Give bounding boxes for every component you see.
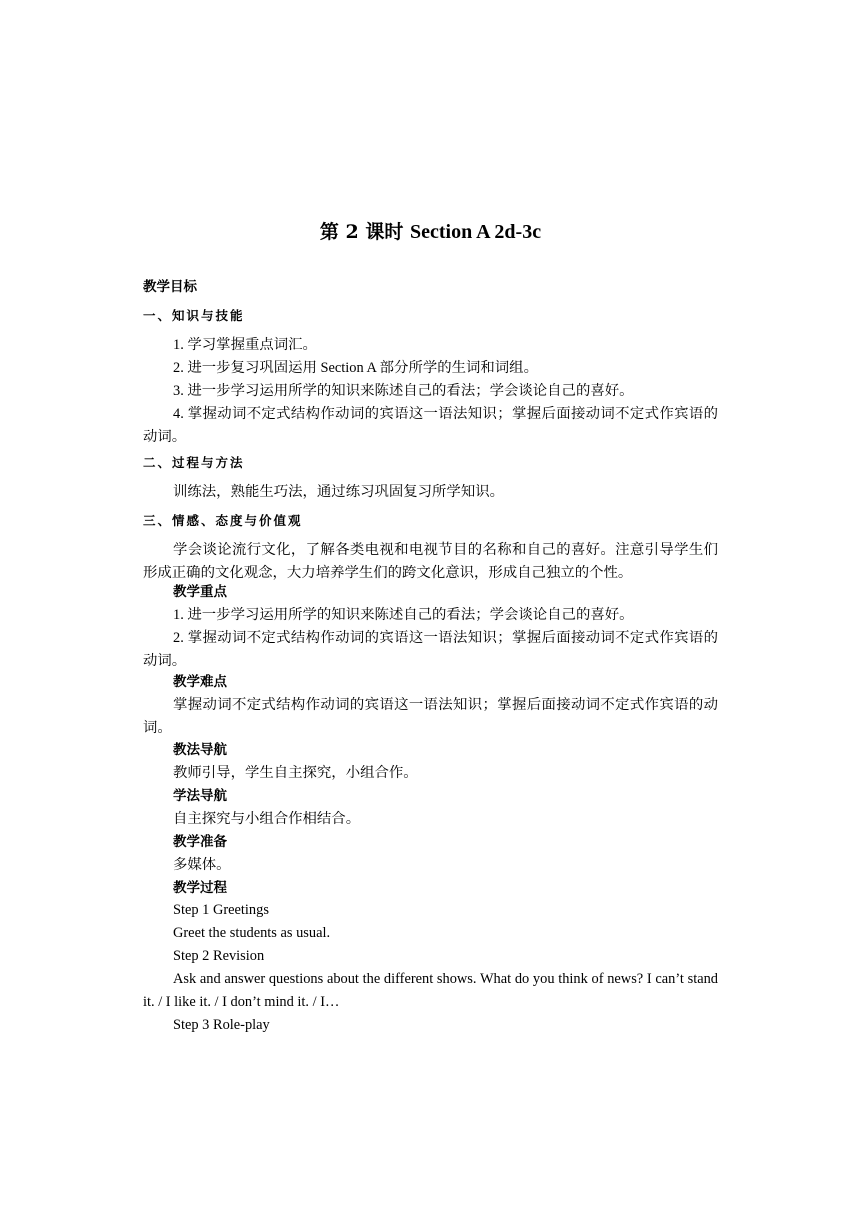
emotion-values-heading: 三、情感、态度与价值观 [143,513,303,528]
procedure-heading: 教学过程 [173,880,227,896]
objectives-heading: 教学目标 [143,279,197,295]
step-2-title: Step 2 Revision [173,948,265,964]
emotion-values-body [143,539,718,585]
process-method-text: 训练法，熟能生巧法，通过练习巩固复习所学知识。 [173,484,504,500]
procedure-steps [143,899,718,1037]
knowledge-item-1: 1. 学习掌握重点词汇。 [173,337,317,353]
knowledge-item-4: 4. 掌握动词不定式结构作动词的宾语这一语法知识；掌握后面接动词不定式作宾语的动词。 [143,406,718,445]
emotion-values-text: 学会谈论流行文化，了解各类电视和电视节目的名称和自己的喜好。注意引导学生们形成正确的文化观念，大力培养学生们的跨文化意识，形成自己独立的个性。 [143,542,718,581]
difficulties-section [143,671,718,740]
step-1-text: Greet the students as usual. [173,925,331,941]
difficulties-heading: 教学难点 [173,674,227,690]
knowledge-skills-heading: 一、知识与技能 [143,308,245,323]
key-point-2: 2. 掌握动词不定式结构作动词的宾语这一语法知识；掌握后面接动词不定式作宾语的动词。 [143,630,718,669]
knowledge-item-3: 3. 进一步学习运用所学的知识来陈述自己的看法；学会谈论自己的喜好。 [173,383,634,399]
lesson-title-prefix: 第 2 课时 [319,221,404,243]
step-1-title: Step 1 Greetings [173,902,269,918]
teaching-method-heading: 教法导航 [173,742,227,758]
key-point-1: 1. 进一步学习运用所学的知识来陈述自己的看法；学会谈论自己的喜好。 [173,607,634,623]
step-2-text: Ask and answer questions about the different shows. What do you think of news? I can’t stand it. / I like it. / I don’t mind it. / I… [143,971,718,1010]
teaching-method-text: 教师引导，学生自主探究，小组合作。 [173,765,418,781]
teaching-method-section [143,739,718,900]
knowledge-item-2: 2. 进一步复习巩固运用 Section A 部分所学的生词和词组。 [173,360,538,376]
knowledge-skills-list [143,334,718,449]
learning-method-heading: 学法导航 [173,788,227,804]
process-method-body [143,481,718,504]
process-method-heading: 二、过程与方法 [143,455,245,470]
lesson-title [143,218,718,246]
key-points-section [143,581,718,673]
preparation-text: 多媒体。 [173,857,231,873]
step-3-title: Step 3 Role-play [173,1017,270,1033]
preparation-heading: 教学准备 [173,834,227,850]
learning-method-text: 自主探究与小组合作相结合。 [173,811,361,827]
key-points-heading: 教学重点 [173,584,227,600]
difficulties-text: 掌握动词不定式结构作动词的宾语这一语法知识；掌握后面接动词不定式作宾语的动词。 [143,697,718,736]
lesson-title-section: Section A 2d-3c [409,221,542,243]
